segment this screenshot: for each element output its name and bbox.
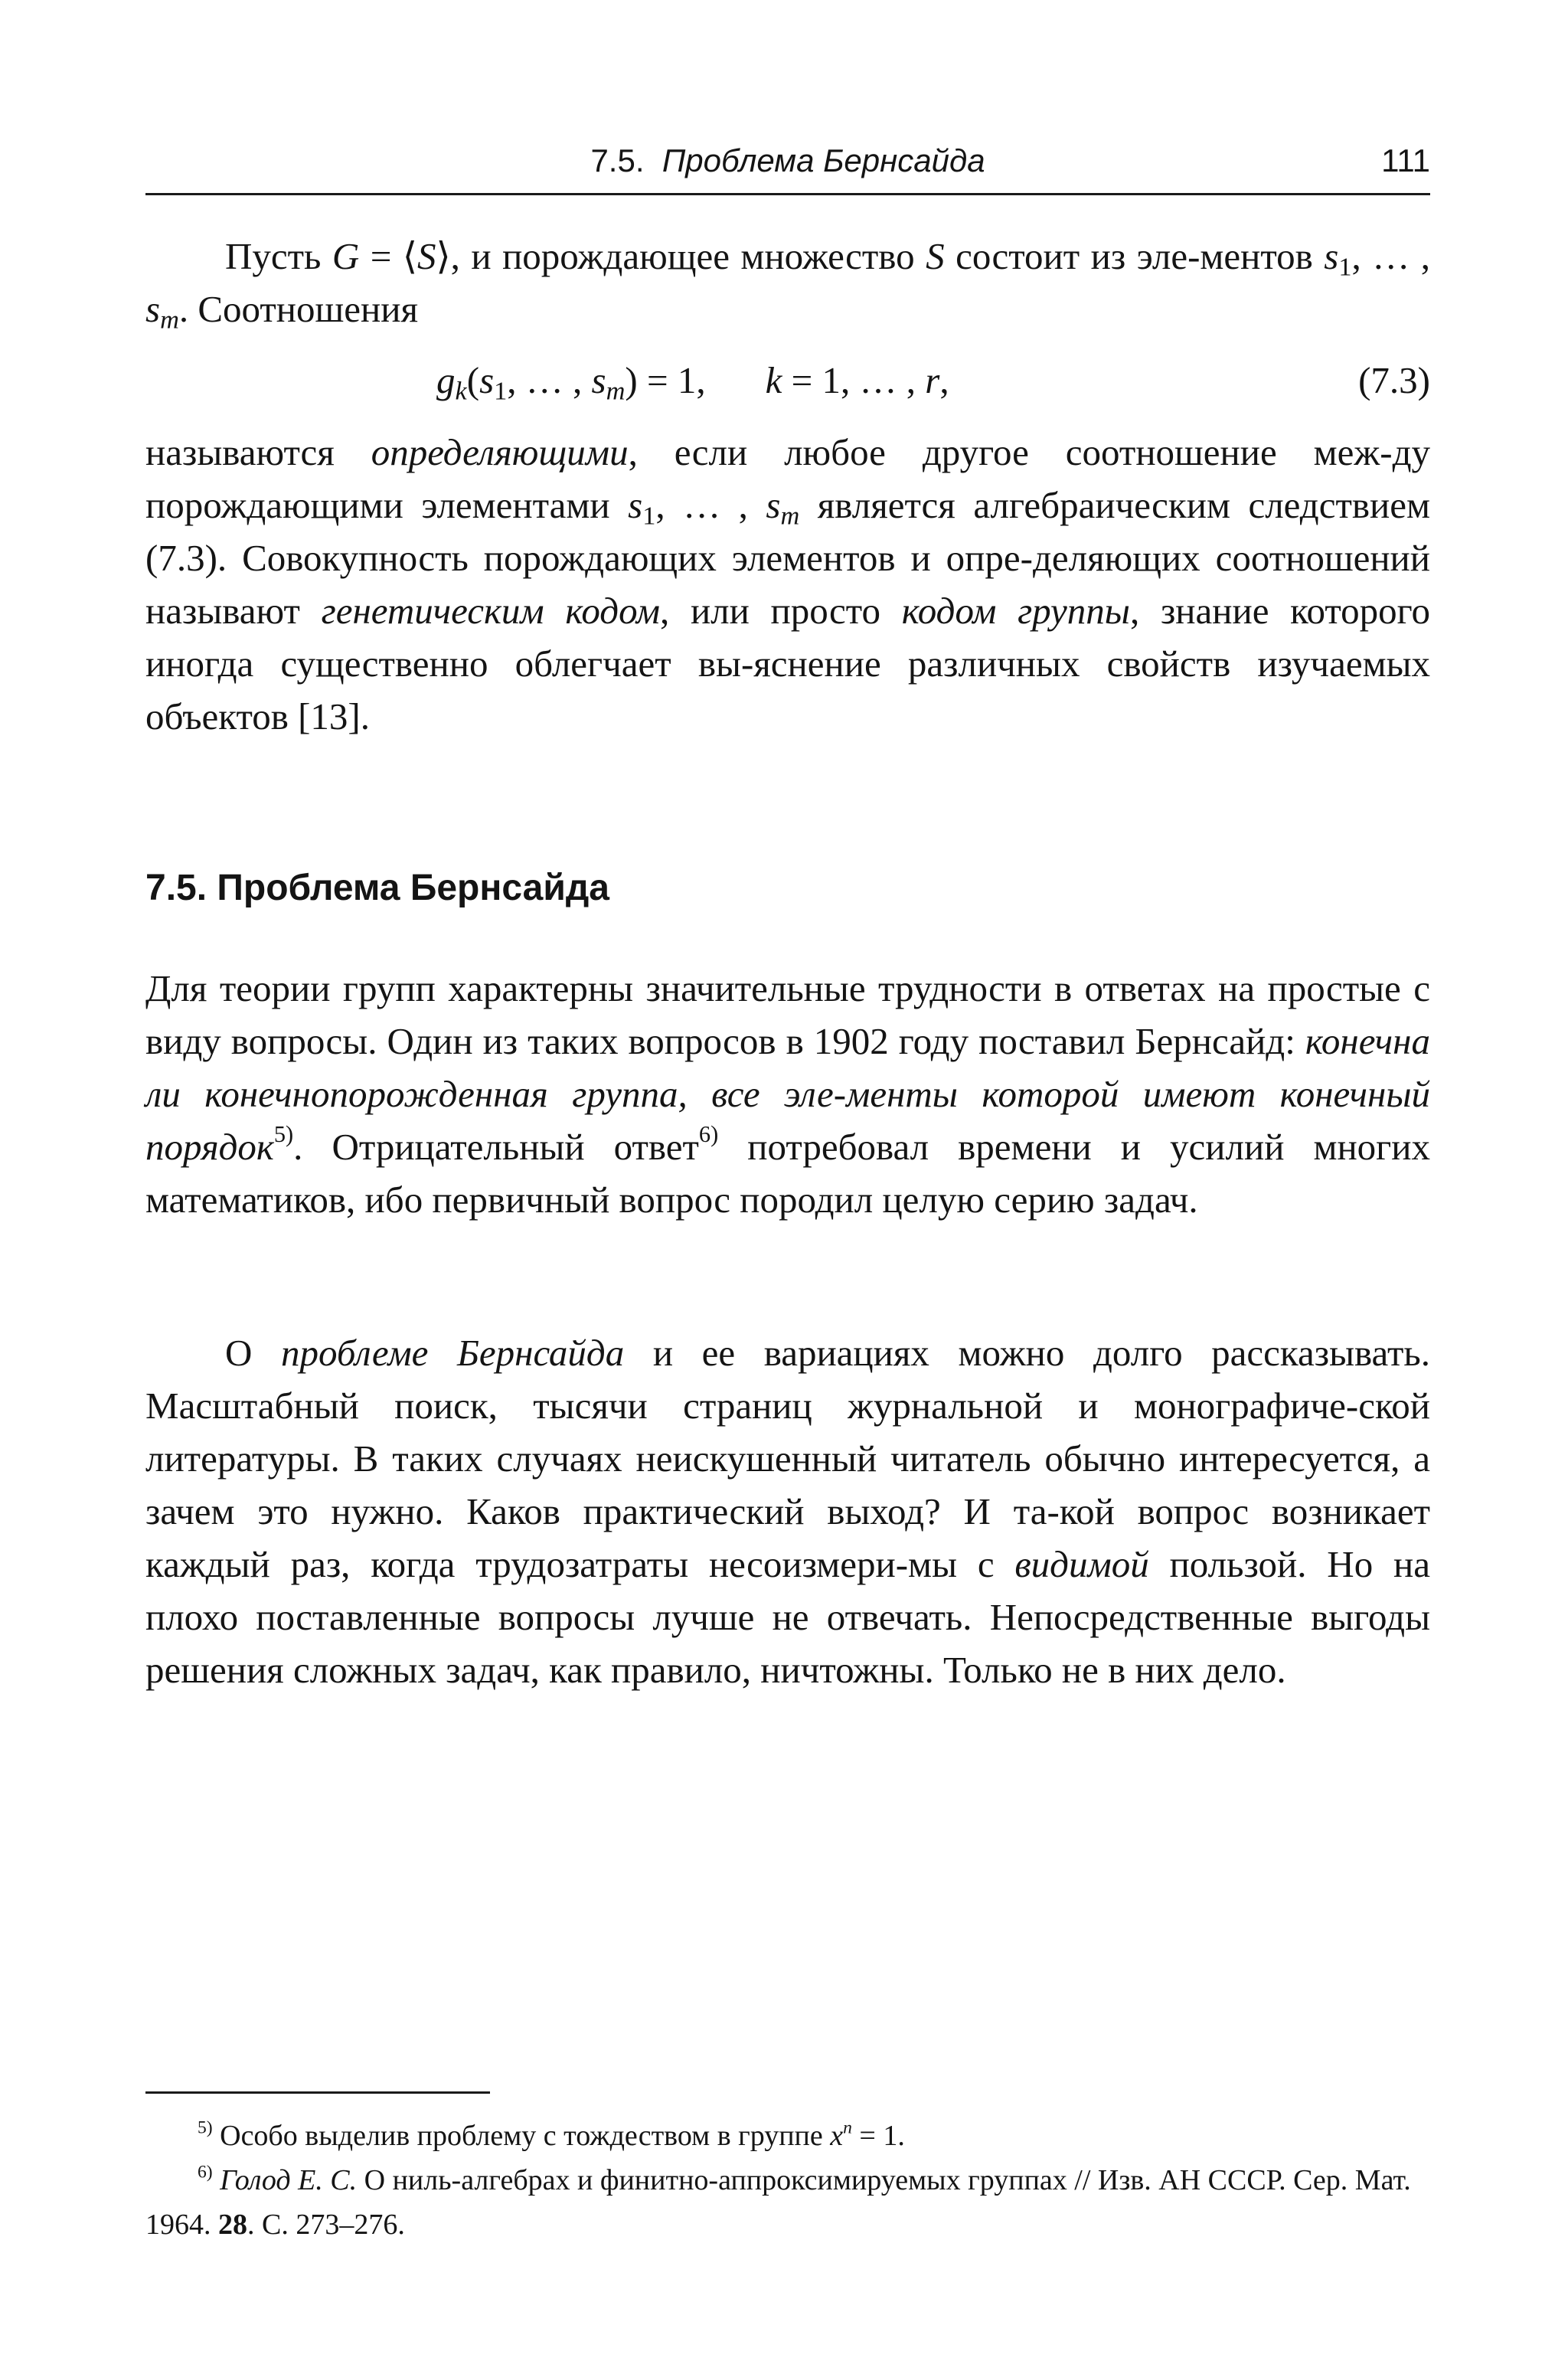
paragraph-burnside-question: Для теории групп характерны значительные трудности в ответах на простые с виду вопросы. Один из таких вопросов в 1902 году поставил Бернсайд: конечна ли конечнопорожденная группа, все эле-менты которой имеют конечный порядок$^{5)}$. Отрицательный ответ$^{6)}$ потребовал времени и усилий многих математиков, ибо первичный вопрос породил целую серию задач.	[145, 967, 1430, 1221]
formula-expression: $g_k(s_1$, … , $s_m) = 1$, k = 1, … , r,	[436, 359, 949, 406]
equation-number: (7.3)	[1358, 359, 1430, 401]
footnotes	[145, 2114, 1430, 2247]
paragraph-generators: Пусть G = ⟨S⟩, и порождающее множество S состоит из эле-ментов $s_1$, … , $s_m$. Соотношения	[145, 235, 1430, 335]
paragraph-defining-relations: называются определяющими, если любое другое соотношение меж-ду порождающими элементами $s_1$, … , $s_m$ является алгебраическим следствием (7.3). Совокупность порождающих элементов и опре-деляющих соотношений называют генетическим кодом, или просто кодом группы, знание которого иногда существенно облегчает вы-яснение различных свойств изучаемых объектов [13].	[145, 431, 1431, 737]
footnote-ref-6: 6)	[698, 1121, 719, 1148]
footnote-6: $^{6)}$ Голод Е. С. О ниль-алгебрах и финитно-аппроксимируемых группах // Изв. АН СССР. Сер. Мат. 1964. 28. С. 273–276.	[145, 2162, 1411, 2241]
page-number: 111	[1381, 142, 1430, 178]
footnote-ref-5: 5)	[273, 1121, 294, 1148]
paragraph-burnside-discussion: О проблеме Бернсайда и ее вариациях можно долго рассказывать. Масштабный поиск, тысячи страниц журнальной и монографиче-ской литературы. В таких случаях неискушенный читатель обычно интересуется, а зачем это нужно. Каков практический выход? И та-кой вопрос возникает каждый раз, когда трудозатраты несоизмери-мы с видимой пользой. Но на плохо поставленные вопросы лучше не отвечать. Непосредственные выгоды решения сложных задач, как правило, ничтожны. Только не в них дело.	[145, 1332, 1430, 1691]
text-block-top	[145, 230, 1430, 743]
footnote-5: $^{5)}$ Особо выделив проблему с тождеством в группе $x^n = 1$.	[198, 2117, 905, 2152]
text-block-section	[145, 962, 1430, 1226]
text-block-discussion	[145, 1326, 1430, 1696]
running-head-section-number: 7.5.	[590, 142, 645, 178]
footnote-divider	[145, 2091, 490, 2094]
formula-7-3	[145, 335, 1430, 426]
running-head-title	[145, 142, 1430, 179]
running-head-section-title: Проблема Бернсайда	[662, 142, 985, 178]
running-head	[145, 129, 1430, 195]
section-heading: 7.5. Проблема Бернсайда	[145, 868, 609, 908]
